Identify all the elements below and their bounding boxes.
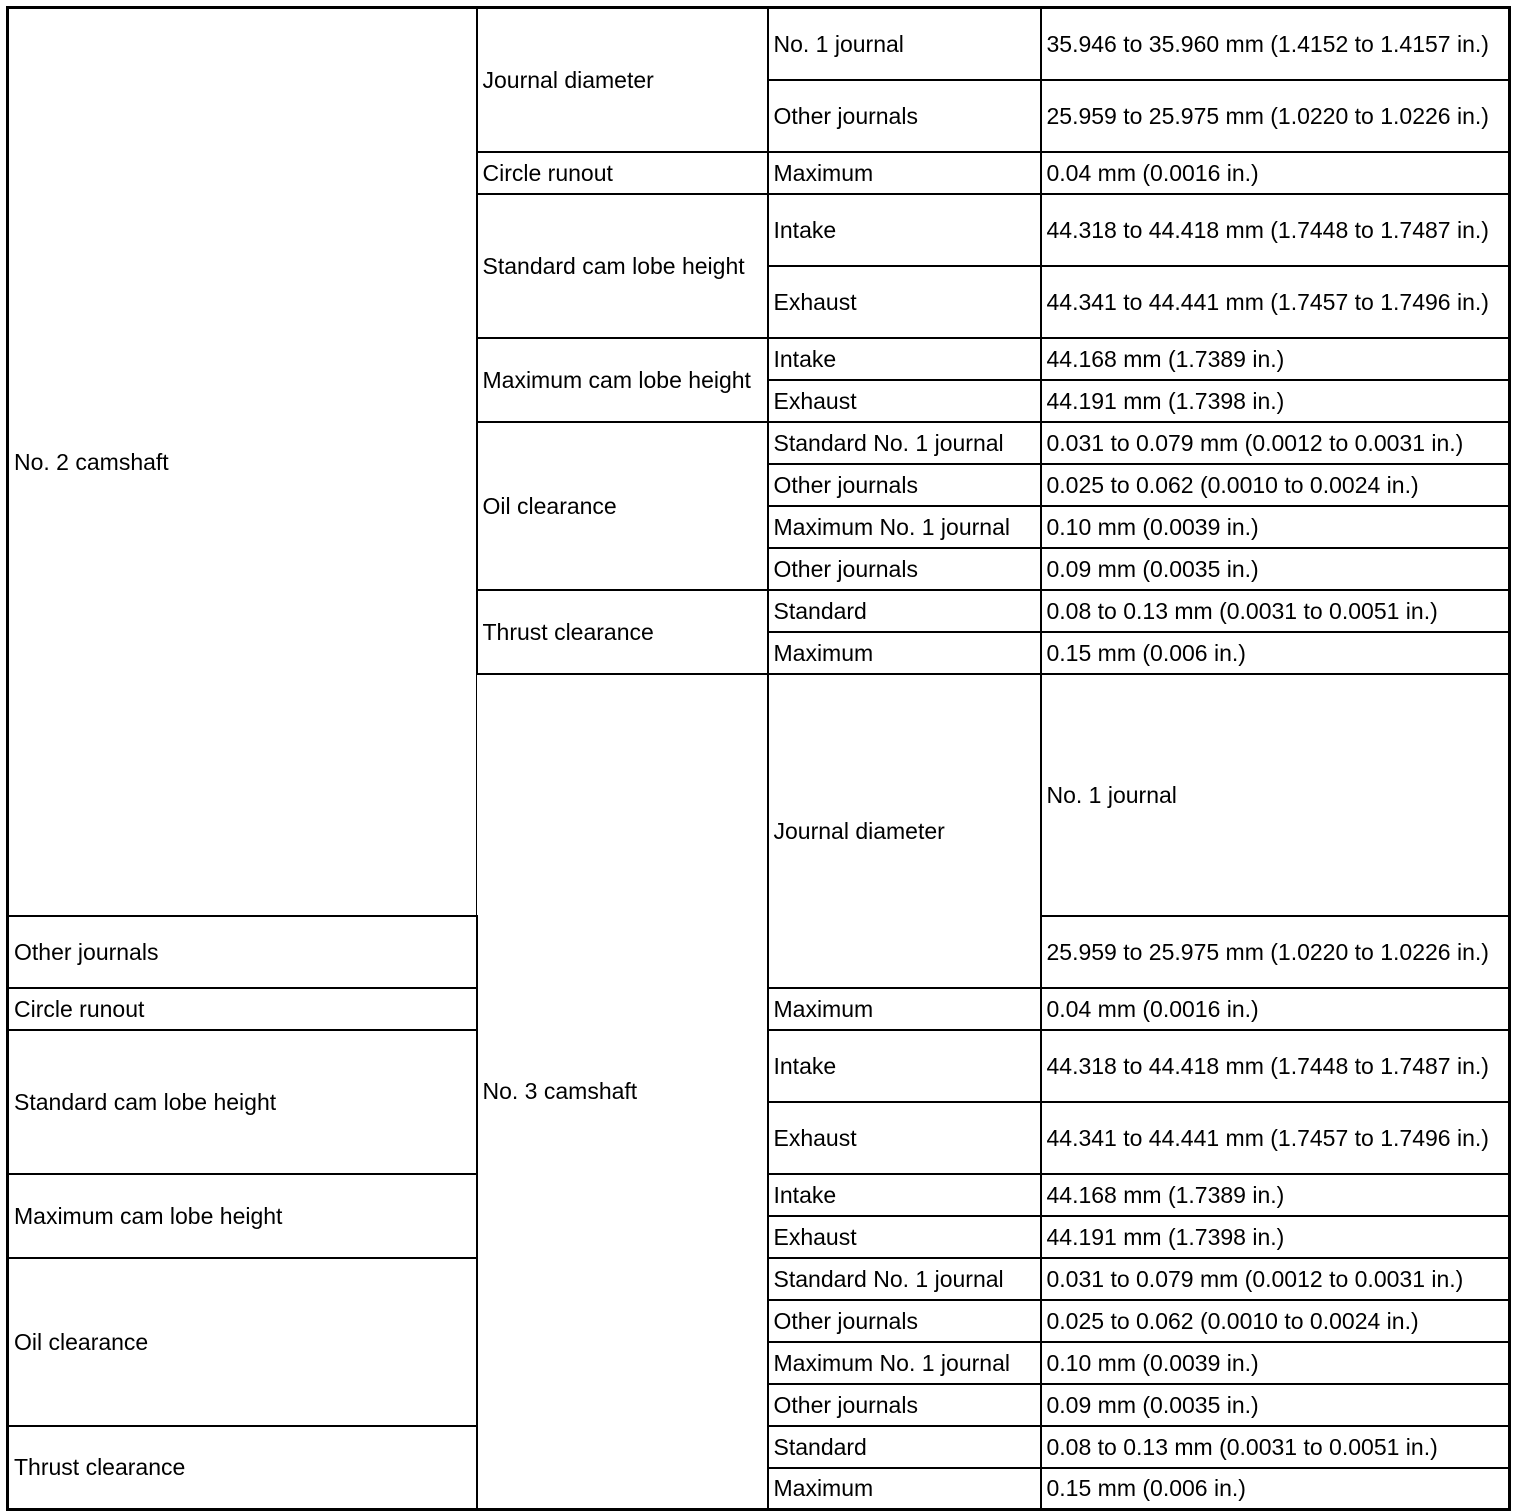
sub-label: Standard No. 1 journal — [768, 1258, 1041, 1300]
spec-value: 0.025 to 0.062 (0.0010 to 0.0024 in.) — [1041, 1300, 1510, 1342]
sub-label: Maximum No. 1 journal — [768, 506, 1041, 548]
spec-value: 25.959 to 25.975 mm (1.0220 to 1.0226 in.) — [1041, 80, 1510, 152]
item-label-standard-cam-lobe-height: Standard cam lobe height — [8, 1030, 477, 1174]
item-label-maximum-cam-lobe-height: Maximum cam lobe height — [8, 1174, 477, 1258]
sub-label: Maximum — [768, 152, 1041, 194]
spec-value: 0.04 mm (0.0016 in.) — [1041, 988, 1510, 1030]
sub-label: Exhaust — [768, 1102, 1041, 1174]
spec-value: 44.191 mm (1.7398 in.) — [1041, 380, 1510, 422]
spec-value: 0.10 mm (0.0039 in.) — [1041, 1342, 1510, 1384]
item-label-thrust-clearance: Thrust clearance — [477, 590, 768, 674]
group-label-no2-camshaft: No. 2 camshaft — [8, 8, 477, 916]
spec-value: 44.318 to 44.418 mm (1.7448 to 1.7487 in.) — [1041, 194, 1510, 266]
sub-label: No. 1 journal — [1041, 674, 1510, 916]
item-label-circle-runout: Circle runout — [8, 988, 477, 1030]
spec-value: 35.946 to 35.960 mm (1.4152 to 1.4157 in.) — [1041, 8, 1510, 80]
item-label-oil-clearance: Oil clearance — [477, 422, 768, 590]
item-label-circle-runout: Circle runout — [477, 152, 768, 194]
spec-value: 44.341 to 44.441 mm (1.7457 to 1.7496 in.) — [1041, 1102, 1510, 1174]
sub-label: Standard No. 1 journal — [768, 422, 1041, 464]
spec-value: 0.031 to 0.079 mm (0.0012 to 0.0031 in.) — [1041, 422, 1510, 464]
spec-value: 0.04 mm (0.0016 in.) — [1041, 152, 1510, 194]
spec-value: 44.191 mm (1.7398 in.) — [1041, 1216, 1510, 1258]
spec-value: 0.09 mm (0.0035 in.) — [1041, 1384, 1510, 1426]
sub-label: Other journals — [768, 464, 1041, 506]
sub-label: Exhaust — [768, 266, 1041, 338]
sub-label: Other journals — [768, 548, 1041, 590]
sub-label: Other journals — [768, 1384, 1041, 1426]
spec-value: 0.08 to 0.13 mm (0.0031 to 0.0051 in.) — [1041, 1426, 1510, 1468]
item-label-thrust-clearance: Thrust clearance — [8, 1426, 477, 1510]
sub-label: Maximum — [768, 988, 1041, 1030]
sub-label: Maximum — [768, 632, 1041, 674]
spec-value: 44.341 to 44.441 mm (1.7457 to 1.7496 in.) — [1041, 266, 1510, 338]
spec-value: 0.031 to 0.079 mm (0.0012 to 0.0031 in.) — [1041, 1258, 1510, 1300]
sub-label: Standard — [768, 1426, 1041, 1468]
camshaft-spec-table — [6, 6, 1511, 1511]
table-row — [8, 8, 1510, 80]
sub-label: Intake — [768, 338, 1041, 380]
item-label-journal-diameter: Journal diameter — [477, 8, 768, 152]
sub-label: Intake — [768, 1174, 1041, 1216]
spec-value: 0.09 mm (0.0035 in.) — [1041, 548, 1510, 590]
sub-label: Other journals — [768, 80, 1041, 152]
sub-label: Maximum — [768, 1468, 1041, 1510]
item-label-maximum-cam-lobe-height: Maximum cam lobe height — [477, 338, 768, 422]
spec-value: 0.08 to 0.13 mm (0.0031 to 0.0051 in.) — [1041, 590, 1510, 632]
sub-label: Intake — [768, 1030, 1041, 1102]
spec-value: 0.10 mm (0.0039 in.) — [1041, 506, 1510, 548]
item-label-oil-clearance: Oil clearance — [8, 1258, 477, 1426]
spec-value: 25.959 to 25.975 mm (1.0220 to 1.0226 in.) — [1041, 916, 1510, 988]
sub-label: Standard — [768, 590, 1041, 632]
spec-value: 0.15 mm (0.006 in.) — [1041, 1468, 1510, 1510]
sub-label: Exhaust — [768, 380, 1041, 422]
sub-label: Intake — [768, 194, 1041, 266]
spec-value: 44.318 to 44.418 mm (1.7448 to 1.7487 in.) — [1041, 1030, 1510, 1102]
sub-label: Other journals — [8, 916, 477, 988]
sub-label: Exhaust — [768, 1216, 1041, 1258]
sub-label: No. 1 journal — [768, 8, 1041, 80]
sub-label: Maximum No. 1 journal — [768, 1342, 1041, 1384]
group-label-no3-camshaft: No. 3 camshaft — [477, 674, 768, 1510]
spec-value: 0.025 to 0.062 (0.0010 to 0.0024 in.) — [1041, 464, 1510, 506]
sub-label: Other journals — [768, 1300, 1041, 1342]
item-label-standard-cam-lobe-height: Standard cam lobe height — [477, 194, 768, 338]
spec-value: 0.15 mm (0.006 in.) — [1041, 632, 1510, 674]
item-label-journal-diameter: Journal diameter — [768, 674, 1041, 988]
spec-value: 44.168 mm (1.7389 in.) — [1041, 338, 1510, 380]
spec-value: 44.168 mm (1.7389 in.) — [1041, 1174, 1510, 1216]
